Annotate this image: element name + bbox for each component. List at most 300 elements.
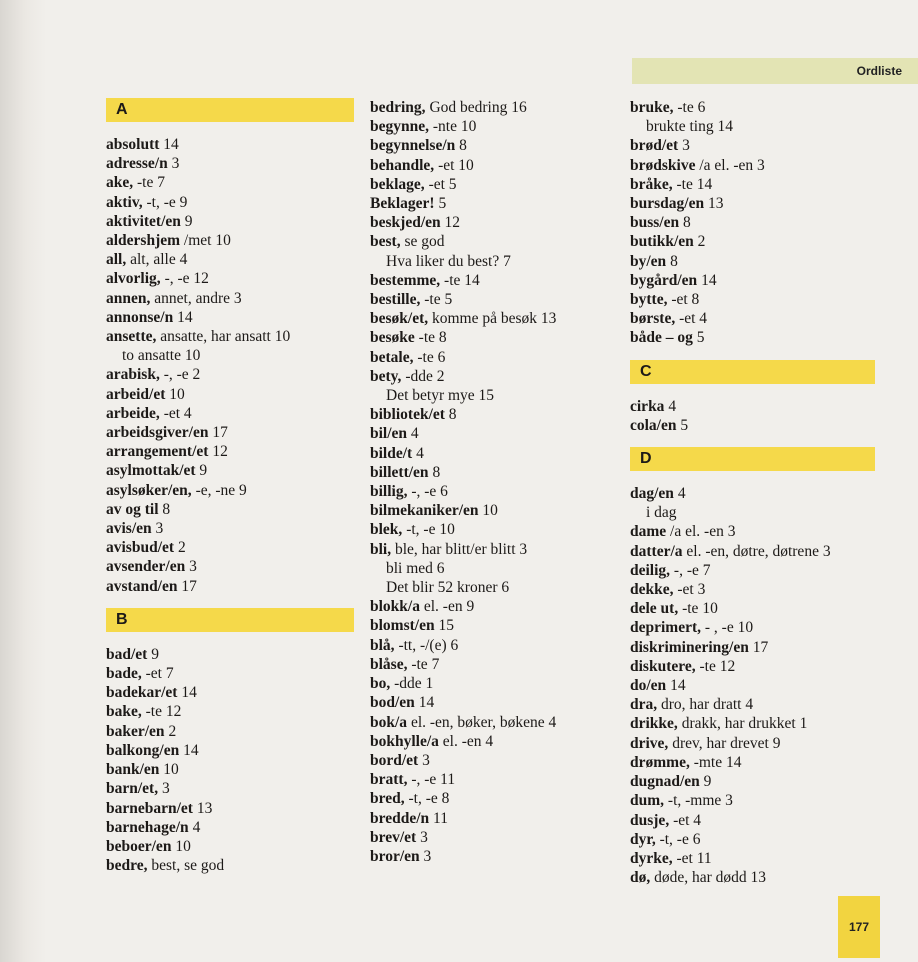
entry-headword: avsender/en <box>106 558 186 576</box>
entry-headword: butikk/en <box>630 233 694 251</box>
entry-details: -, -e 7 <box>670 561 711 579</box>
entry-details: i dag <box>646 504 677 522</box>
glossary-entry <box>106 404 354 423</box>
entry-details: 14 <box>179 741 199 759</box>
entry-details: -e, -ne 9 <box>191 481 247 499</box>
entry-details: 17 <box>748 638 769 656</box>
entry-details: 10 <box>171 837 191 855</box>
glossary-entry <box>370 655 620 674</box>
entry-details: 4 <box>664 397 677 415</box>
glossary-entry <box>370 751 620 770</box>
entry-headword: besøk/et, <box>370 310 429 328</box>
entry-details: Det blir 52 kroner 6 <box>386 579 510 597</box>
entry-details: 12 <box>208 443 228 461</box>
glossary-entry <box>370 520 620 539</box>
page-number-badge: 177 <box>838 896 880 958</box>
entry-headword: bråke, <box>630 175 673 193</box>
glossary-entry <box>370 405 620 424</box>
entry-details: -t, -e 8 <box>404 790 450 808</box>
entry-details: -, -e 12 <box>160 270 209 288</box>
entry-details: 14 <box>159 136 179 153</box>
entry-details: 8 <box>158 500 171 518</box>
glossary-entry <box>630 194 875 213</box>
glossary-entry <box>630 753 875 772</box>
glossary-entry <box>370 463 620 482</box>
entry-details: -dde 1 <box>390 675 434 693</box>
entry-headword: deilig, <box>630 561 671 579</box>
entry-details: ansatte, har ansatt 10 <box>156 328 291 346</box>
entry-details: 8 <box>679 214 691 232</box>
glossary-entry <box>370 213 620 232</box>
entry-headword: bank/en <box>106 761 160 779</box>
entry-details: /a el. -en 3 <box>695 156 765 174</box>
entry-headword: deprimert, <box>630 619 702 637</box>
entry-headword: arbeidsgiver/en <box>106 424 209 442</box>
entry-headword: blå, <box>370 636 395 654</box>
entry-headword: bod/en <box>370 694 415 712</box>
entry-headword: bok/a <box>370 713 408 731</box>
glossary-entry <box>106 154 354 173</box>
entry-headword: dame <box>630 523 667 541</box>
entry-details: drakk, har drukket 1 <box>677 715 808 733</box>
glossary-entry <box>106 346 354 365</box>
glossary-entry <box>370 367 620 386</box>
glossary-entry <box>370 232 620 251</box>
glossary-entry <box>106 645 354 664</box>
glossary-entry <box>630 830 875 849</box>
glossary-entry <box>106 212 354 231</box>
entry-details: 2 <box>164 722 177 740</box>
entry-headword: bil/en <box>370 425 408 443</box>
entry-headword: beklage, <box>370 175 425 193</box>
entry-headword: adresse/n <box>106 155 168 173</box>
entry-headword: dekke, <box>630 581 674 599</box>
glossary-entry <box>630 271 875 290</box>
glossary-entry <box>106 741 354 760</box>
entry-headword: dusje, <box>630 811 670 829</box>
entry-headword: dugnad/en <box>630 773 700 791</box>
glossary-entry <box>630 397 875 416</box>
glossary-column-3 <box>630 98 875 887</box>
glossary-entry <box>370 789 620 808</box>
entry-details: 9 <box>147 645 159 663</box>
entry-details: 5 <box>676 416 689 434</box>
entry-details: ble, har blitt/er blitt 3 <box>391 540 528 558</box>
glossary-entry <box>370 732 620 751</box>
entry-headword: dra, <box>630 696 658 714</box>
entry-details: 8 <box>455 137 467 155</box>
entry-details: -et 11 <box>672 849 712 867</box>
entry-headword: blokk/a <box>370 598 420 616</box>
entry-headword: do/en <box>630 677 667 695</box>
entry-headword: begynne, <box>370 118 429 136</box>
glossary-entry <box>630 213 875 232</box>
entry-headword: både – og <box>630 329 693 347</box>
entry-details: -mte 14 <box>689 753 742 771</box>
glossary-entry <box>106 481 354 500</box>
letter-heading: B <box>106 608 354 632</box>
glossary-entry <box>630 811 875 830</box>
glossary-entry <box>106 664 354 683</box>
entry-details: 4 <box>407 425 419 443</box>
glossary-entry <box>630 676 875 695</box>
glossary-entry <box>630 522 875 541</box>
glossary-entry <box>106 500 354 519</box>
entry-headword: blek, <box>370 521 403 539</box>
glossary-entry <box>106 442 354 461</box>
section-title: Ordliste <box>856 64 902 78</box>
glossary-entry <box>370 616 620 635</box>
glossary-entry <box>106 289 354 308</box>
glossary-entry <box>630 328 875 347</box>
entry-details: bli med 6 <box>386 559 445 577</box>
entry-details: -te 7 <box>407 655 440 673</box>
entry-details: 13 <box>704 195 724 213</box>
entry-headword: arbeid/et <box>106 385 166 403</box>
glossary-entry <box>106 365 354 384</box>
entry-headword: betale, <box>370 348 414 366</box>
section-header-band <box>632 58 918 84</box>
section-spacer <box>630 348 875 360</box>
glossary-entry <box>370 98 620 117</box>
entry-headword: behandle, <box>370 156 435 174</box>
entry-headword: beboer/en <box>106 837 172 855</box>
glossary-entry <box>630 416 875 435</box>
glossary-entry <box>106 173 354 192</box>
entry-details: -te 12 <box>141 703 182 721</box>
entry-details: -t, -e 6 <box>655 830 701 848</box>
entry-details: 3 <box>167 155 180 173</box>
entry-details: 2 <box>174 539 186 557</box>
entry-headword: blåse, <box>370 655 408 673</box>
glossary-entry <box>630 175 875 194</box>
glossary-entry <box>630 638 875 657</box>
entry-headword: barnehage/n <box>106 818 189 836</box>
entry-details: el. -en, døtre, døtrene 3 <box>682 542 831 560</box>
entry-details: 5 <box>434 195 447 213</box>
entry-details: -, -e 11 <box>407 771 456 789</box>
glossary-entry <box>370 828 620 847</box>
glossary-entry <box>370 386 620 405</box>
entry-details: 15 <box>434 617 454 635</box>
entry-details: 10 <box>159 761 179 779</box>
glossary-entry <box>370 809 620 828</box>
glossary-entry <box>106 231 354 250</box>
glossary-entry <box>106 722 354 741</box>
entry-details: -, -e 6 <box>407 483 448 501</box>
entry-headword: baker/en <box>106 722 165 740</box>
entry-details: 5 <box>692 329 705 347</box>
entry-details: Det betyr mye 15 <box>386 387 495 405</box>
entry-details: el. -en 9 <box>419 598 475 616</box>
entry-headword: annen, <box>106 289 151 307</box>
entry-details: -tt, -/(e) 6 <box>394 636 459 654</box>
glossary-entry <box>370 482 620 501</box>
entry-headword: bo, <box>370 675 391 693</box>
entry-details: God bedring 16 <box>425 99 527 116</box>
entry-details: 3 <box>158 780 170 798</box>
glossary-entry <box>630 232 875 251</box>
entry-details: 17 <box>177 577 197 595</box>
glossary-entry <box>630 117 875 136</box>
glossary-entry <box>370 328 620 347</box>
entry-headword: ake, <box>106 174 134 192</box>
entry-headword: brev/et <box>370 828 417 846</box>
glossary-entry <box>630 657 875 676</box>
entry-headword: diskutere, <box>630 657 696 675</box>
glossary-column-2 <box>370 98 620 866</box>
entry-details: -te 14 <box>672 175 713 193</box>
glossary-entry <box>630 542 875 561</box>
glossary-entry <box>370 252 620 271</box>
entry-headword: asylmottak/et <box>106 462 196 480</box>
entry-headword: bedre, <box>106 857 148 875</box>
glossary-entry <box>106 250 354 269</box>
entry-headword: dag/en <box>630 485 674 503</box>
entry-headword: bestille, <box>370 291 421 309</box>
entry-headword: drømme, <box>630 753 690 771</box>
entry-headword: alvorlig, <box>106 270 161 288</box>
entry-details: komme på besøk 13 <box>428 310 557 328</box>
entry-details: el. -en 4 <box>438 732 494 750</box>
entry-details: alt, alle 4 <box>126 251 188 269</box>
entry-details: 2 <box>693 233 706 251</box>
entry-headword: all, <box>106 251 127 269</box>
glossary-entry <box>370 136 620 155</box>
glossary-entry <box>630 136 875 155</box>
entry-details: -te 6 <box>673 99 706 116</box>
entry-headword: arrangement/et <box>106 443 209 461</box>
entry-details: best, se god <box>147 857 225 875</box>
entry-details: 9 <box>699 773 712 791</box>
glossary-entry <box>370 559 620 578</box>
glossary-entry <box>370 348 620 367</box>
glossary-column-1 <box>106 98 354 875</box>
entry-details: -, -e 2 <box>159 366 201 384</box>
entry-details: -te 7 <box>133 174 165 192</box>
glossary-entry <box>106 538 354 557</box>
entry-headword: billett/en <box>370 463 429 481</box>
glossary-entry <box>630 561 875 580</box>
entry-headword: bestemme, <box>370 271 441 289</box>
entry-headword: drikke, <box>630 715 678 733</box>
entry-details: -dde 2 <box>401 367 445 385</box>
entry-headword: bety, <box>370 367 402 385</box>
glossary-entry <box>630 98 875 117</box>
entry-headword: bredde/n <box>370 809 430 827</box>
entry-details: 3 <box>185 558 197 576</box>
glossary-entry <box>370 713 620 732</box>
entry-details: /met 10 <box>180 232 231 250</box>
entry-headword: bygård/en <box>630 271 698 289</box>
entry-details: el. -en, bøker, bøkene 4 <box>407 713 557 731</box>
entry-headword: brød/et <box>630 137 679 155</box>
entry-headword: Beklager! <box>370 195 435 213</box>
entry-headword: bord/et <box>370 751 419 769</box>
entry-details: -et 10 <box>434 156 474 174</box>
entry-headword: bade, <box>106 665 142 683</box>
entry-details: 8 <box>428 463 441 481</box>
entry-details: -te 12 <box>695 657 736 675</box>
entry-headword: dyr, <box>630 830 656 848</box>
entry-details: - , -e 10 <box>701 619 754 637</box>
entry-headword: dø, <box>630 869 651 887</box>
entry-headword: ansette, <box>106 328 157 346</box>
entry-details: 3 <box>151 520 164 538</box>
entry-headword: buss/en <box>630 214 680 232</box>
entry-details: 14 <box>697 271 717 289</box>
entry-headword: bedring, <box>370 99 426 116</box>
glossary-entry <box>370 424 620 443</box>
glossary-entry <box>106 577 354 596</box>
entry-details: -et 7 <box>141 665 174 683</box>
entry-details: 8 <box>666 252 678 270</box>
entry-details: 12 <box>440 214 460 232</box>
entry-headword: bred, <box>370 790 405 808</box>
entry-details: 10 <box>478 502 498 520</box>
glossary-entry <box>106 818 354 837</box>
entry-headword: aldershjem <box>106 232 181 250</box>
letter-heading: A <box>106 98 354 122</box>
glossary-entry <box>370 693 620 712</box>
entry-headword: billig, <box>370 483 408 501</box>
glossary-entry <box>106 837 354 856</box>
entry-details: 17 <box>208 424 228 442</box>
entry-headword: barnebarn/et <box>106 799 193 817</box>
entry-headword: børste, <box>630 310 676 328</box>
entry-details: 4 <box>412 444 424 462</box>
glossary-entry <box>370 540 620 559</box>
entry-details: -te 5 <box>420 291 453 309</box>
glossary-entry <box>630 309 875 328</box>
glossary-entry <box>106 193 354 212</box>
glossary-entry <box>370 444 620 463</box>
glossary-entry <box>370 117 620 136</box>
entry-headword: cola/en <box>630 416 677 434</box>
entry-headword: bokhylle/a <box>370 732 439 750</box>
entry-headword: avis/en <box>106 520 152 538</box>
entry-details: brukte ting 14 <box>646 118 733 136</box>
entry-headword: absolutt <box>106 136 160 153</box>
entry-details: /a el. -en 3 <box>666 523 736 541</box>
entry-headword: best, <box>370 233 401 251</box>
glossary-entry <box>630 772 875 791</box>
entry-headword: av og til <box>106 500 159 518</box>
glossary-entry <box>630 290 875 309</box>
glossary-entry <box>106 856 354 875</box>
glossary-entry <box>630 695 875 714</box>
entry-headword: arbeide, <box>106 404 160 422</box>
entry-details: -te 10 <box>678 600 718 618</box>
entry-details: -te 14 <box>440 271 480 289</box>
entry-headword: begynnelse/n <box>370 137 456 155</box>
letter-heading: D <box>630 447 875 471</box>
entry-headword: bad/et <box>106 645 148 663</box>
entry-details: annet, andre 3 <box>150 289 242 307</box>
entry-details: -et 3 <box>673 581 706 599</box>
entry-headword: cirka <box>630 397 665 415</box>
entry-headword: bli, <box>370 540 392 558</box>
entry-headword: avstand/en <box>106 577 178 595</box>
entry-headword: dum, <box>630 792 665 810</box>
glossary-entry <box>370 501 620 520</box>
glossary-entry <box>630 849 875 868</box>
entry-headword: bake, <box>106 703 142 721</box>
entry-details: 3 <box>416 828 428 846</box>
glossary-entry <box>630 791 875 810</box>
glossary-entry <box>106 423 354 442</box>
glossary-entry <box>370 271 620 290</box>
entry-headword: arabisk, <box>106 366 160 384</box>
glossary-entry <box>106 269 354 288</box>
glossary-entry <box>630 599 875 618</box>
glossary-entry <box>106 683 354 702</box>
glossary-entry <box>630 714 875 733</box>
entry-headword: bilde/t <box>370 444 413 462</box>
entry-headword: barn/et, <box>106 780 159 798</box>
entry-headword: bilmekaniker/en <box>370 502 479 520</box>
entry-headword: dele ut, <box>630 600 679 618</box>
glossary-entry <box>370 194 620 213</box>
glossary-entry <box>630 580 875 599</box>
entry-headword: dyrke, <box>630 849 673 867</box>
glossary-entry <box>106 308 354 327</box>
entry-headword: aktivitet/en <box>106 212 181 230</box>
entry-details: 14 <box>177 684 197 702</box>
entry-headword: drive, <box>630 734 669 752</box>
glossary-entry <box>106 779 354 798</box>
entry-headword: aktiv, <box>106 193 143 211</box>
entry-headword: avisbud/et <box>106 539 175 557</box>
entry-headword: bratt, <box>370 771 408 789</box>
glossary-entry <box>630 734 875 753</box>
entry-details: 14 <box>173 308 193 326</box>
glossary-entry <box>106 461 354 480</box>
entry-details: -nte 10 <box>429 118 477 136</box>
glossary-entry <box>106 135 354 154</box>
entry-headword: blomst/en <box>370 617 435 635</box>
entry-headword: bruke, <box>630 99 674 116</box>
entry-details: -t, -e 9 <box>142 193 188 211</box>
entry-details: -et 4 <box>669 811 702 829</box>
entry-details: -te 8 <box>414 329 447 347</box>
entry-headword: badekar/et <box>106 684 178 702</box>
glossary-entry <box>106 327 354 346</box>
entry-headword: bror/en <box>370 847 420 865</box>
glossary-entry <box>630 252 875 271</box>
entry-headword: bursdag/en <box>630 195 705 213</box>
entry-details: -et 4 <box>159 404 192 422</box>
entry-details: drev, har drevet 9 <box>668 734 781 752</box>
section-spacer <box>106 596 354 608</box>
glossary-entry <box>370 156 620 175</box>
glossary-entry <box>630 484 875 503</box>
glossary-entry <box>630 868 875 887</box>
glossary-entry <box>630 618 875 637</box>
entry-headword: beskjed/en <box>370 214 441 232</box>
entry-headword: datter/a <box>630 542 683 560</box>
entry-details: 14 <box>666 677 686 695</box>
entry-details: 8 <box>444 406 457 424</box>
entry-headword: besøke <box>370 329 415 347</box>
glossary-entry <box>630 156 875 175</box>
letter-heading: C <box>630 360 875 384</box>
glossary-entry <box>106 702 354 721</box>
entry-details: 14 <box>414 694 435 712</box>
entry-details: se god <box>400 233 445 251</box>
glossary-entry <box>106 519 354 538</box>
entry-details: 9 <box>180 212 193 230</box>
